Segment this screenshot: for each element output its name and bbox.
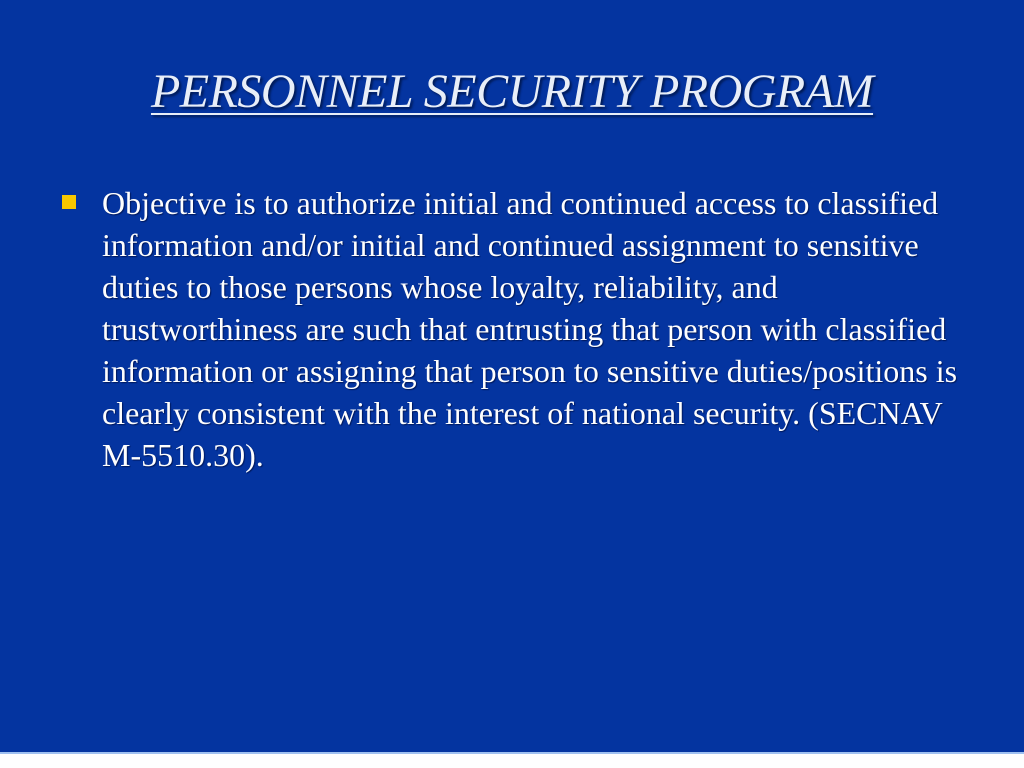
bullet-list [62,182,962,476]
bullet-text: Objective is to authorize initial and continued access to classified information and/or initial and continued assignment to sensitive duties to those persons whose loyalty, reliability, and trustworthiness are such that entrusting that person with classified information or assigning that person to sensitive duties/positions is clearly consistent with the interest of national security. (SECNAV M-5510.30). [102,185,958,473]
bullet-item [62,182,962,476]
square-bullet-icon [62,195,76,209]
slide-title: PERSONNEL SECURITY PROGRAM [150,65,874,118]
